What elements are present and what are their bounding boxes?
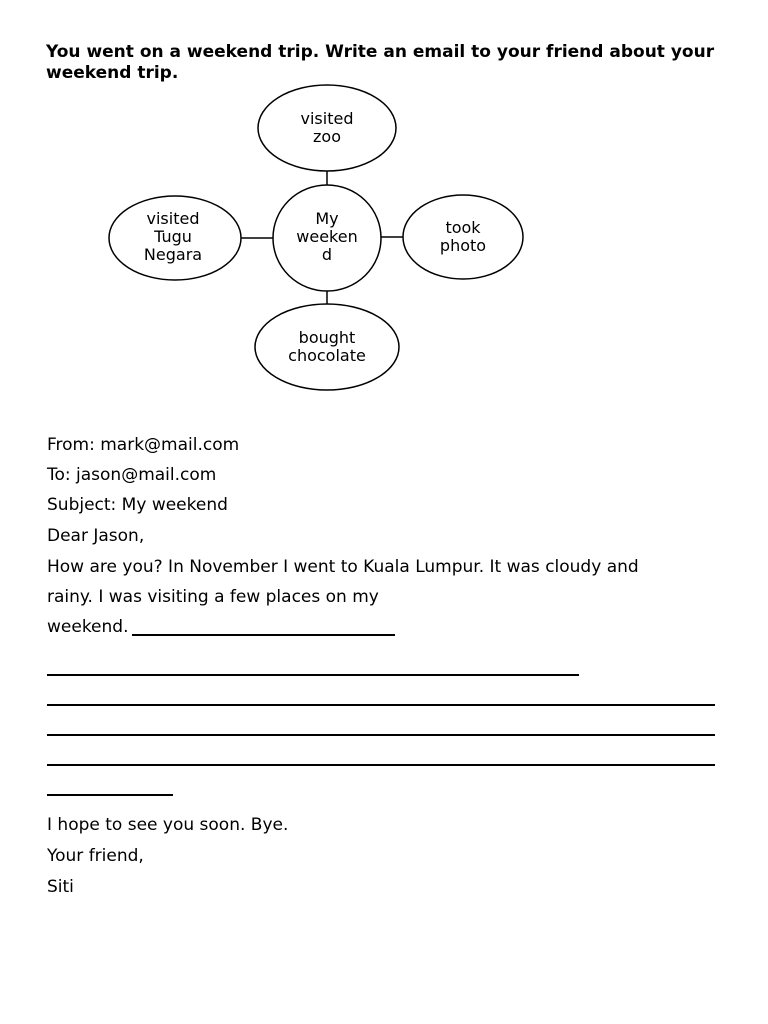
- answer-blank-6[interactable]: [47, 794, 173, 796]
- email-signature: Siti: [47, 877, 74, 897]
- node-bottom-label: [262, 329, 392, 365]
- email-subject: Subject: My weekend: [47, 495, 228, 515]
- node-center-line: weeken: [296, 227, 358, 246]
- node-left-line: Tugu: [154, 227, 192, 246]
- node-center-line: My: [315, 209, 339, 228]
- node-top-line: zoo: [313, 127, 341, 146]
- node-left-line: visited: [146, 209, 200, 228]
- email-body-line-1: How are you? In November I went to Kuala Lumpur. It was cloudy and: [47, 557, 639, 577]
- task-instruction: You went on a weekend trip. Write an email to your friend about your weekend trip.: [46, 42, 715, 83]
- node-bottom-line: chocolate: [288, 346, 366, 365]
- email-greeting: Dear Jason,: [47, 526, 145, 546]
- node-bottom-line: bought: [298, 328, 356, 347]
- email-body-line-3: weekend.: [47, 617, 129, 637]
- email-from: From: mark@mail.com: [47, 435, 240, 455]
- answer-blank-5[interactable]: [47, 764, 715, 766]
- node-center-label: [277, 210, 377, 264]
- node-right-line: photo: [439, 236, 487, 255]
- node-top-line: visited: [300, 109, 354, 128]
- answer-blank-4[interactable]: [47, 734, 715, 736]
- node-center-line: d: [321, 245, 333, 264]
- node-top-label: [267, 110, 387, 146]
- answer-blank-2[interactable]: [47, 674, 579, 676]
- email-body-line-2: rainy. I was visiting a few places on my: [47, 587, 379, 607]
- email-signoff: Your friend,: [47, 846, 144, 866]
- email-closing: I hope to see you soon. Bye.: [47, 815, 289, 835]
- node-left-label: [115, 210, 231, 264]
- node-left-line: Negara: [143, 245, 203, 264]
- node-right-label: [413, 219, 513, 255]
- email-to: To: jason@mail.com: [47, 465, 217, 485]
- node-right-line: took: [445, 218, 481, 237]
- answer-blank-3[interactable]: [47, 704, 715, 706]
- answer-blank-1[interactable]: [132, 634, 395, 636]
